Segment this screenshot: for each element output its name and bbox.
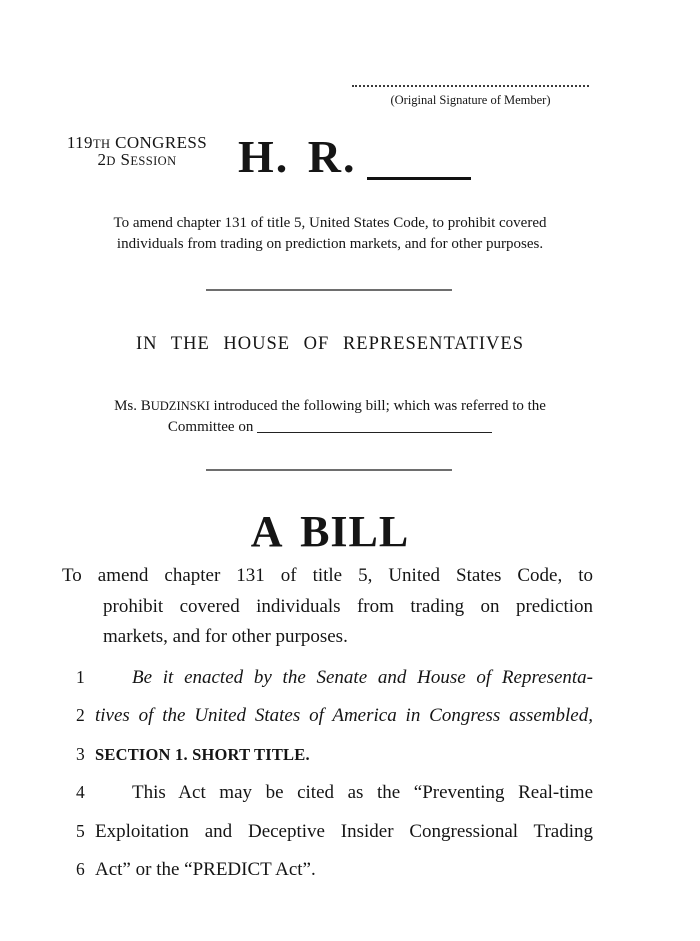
bill-text-line: [62, 735, 593, 773]
bill-number-blank-line: [367, 177, 471, 180]
line-number: 3: [76, 743, 85, 764]
line-text: Exploitation and Deceptive Insider Congressional Trading: [95, 820, 593, 842]
signature-caption: (Original Signature of Member): [390, 93, 551, 107]
section-divider: [206, 469, 452, 471]
line-text: SECTION 1. SHORT TITLE.: [95, 744, 310, 764]
line-number: 1: [76, 667, 85, 687]
official-title-summary: [0, 213, 660, 254]
bill-text-line: [62, 658, 593, 696]
line-number: 2: [76, 705, 85, 726]
preamble: [62, 561, 593, 653]
committee-blank-line: [257, 432, 492, 433]
section-divider: [206, 289, 452, 291]
session-line: 2D SESSION: [97, 150, 177, 169]
congress-line: 119TH CONGRESS: [66, 133, 208, 152]
bill-text-line: [62, 773, 593, 811]
summary-line: To amend chapter 131 of title 5, United States Code, to prohibit covered: [113, 215, 547, 231]
chamber-heading: IN THE HOUSE OF REPRESENTATIVES: [135, 334, 525, 354]
preamble-line: prohibit covered individuals from trading on prediction: [103, 595, 593, 617]
bill-text-line: [62, 812, 593, 850]
bill-number-heading: [238, 130, 471, 183]
line-number: 5: [76, 820, 85, 841]
line-number: 6: [76, 858, 85, 879]
introduction-line: Ms. BUDZINSKI introduced the following bill; which was referred to the: [114, 398, 546, 414]
sponsor-introduction: [0, 396, 660, 438]
bill-number-text: H. R.: [238, 131, 357, 182]
bill-heading: A BILL: [250, 507, 410, 556]
line-text: This Act may be cited as the “Preventing Real-time: [132, 782, 593, 804]
preamble-line: markets, and for other purposes.: [103, 626, 348, 647]
line-text: tives of the United States of America in Congress assembled,: [95, 705, 593, 727]
committee-line: Committee on: [0, 417, 660, 438]
summary-line: individuals from trading on prediction markets, and for other purposes.: [116, 235, 544, 252]
line-text: Act” or the “PREDICT Act”.: [95, 858, 316, 880]
sponsor-name-smallcaps: UDZINSKI: [150, 399, 210, 413]
signature-dotted-line: [352, 85, 589, 87]
line-text: Be it enacted by the Senate and House of Representa-: [132, 667, 593, 688]
line-number: 4: [76, 782, 85, 803]
bill-text-line: [62, 850, 593, 888]
preamble-line: To amend chapter 131 of title 5, United States Code, to: [62, 565, 593, 586]
bill-body-text: [62, 658, 593, 888]
signature-block: [352, 85, 589, 108]
bill-text-line: [62, 696, 593, 734]
congress-session-block: [52, 135, 222, 169]
